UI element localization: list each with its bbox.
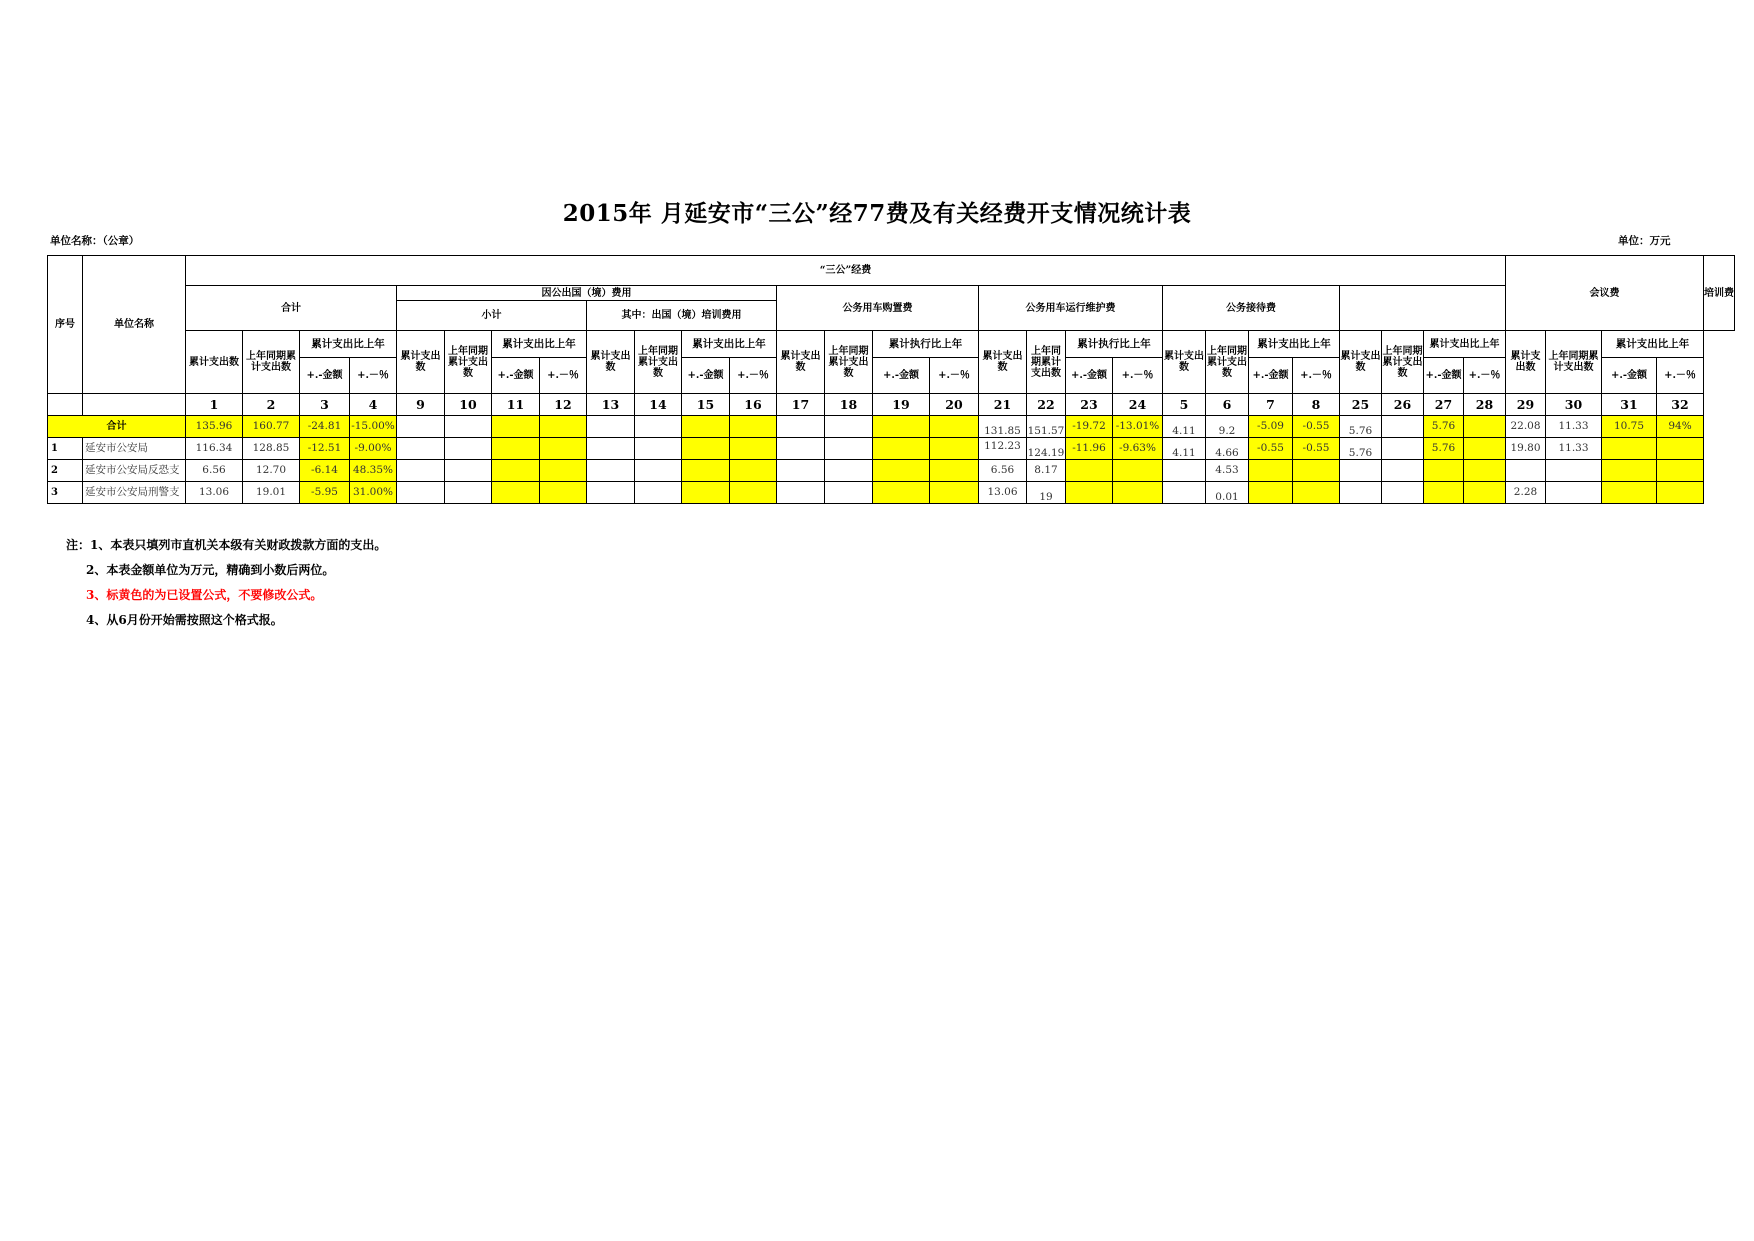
- hdr-sn: 上年同期累计支出数: [445, 331, 492, 394]
- table-cell: [635, 460, 682, 482]
- hdr-amt: +.-金额: [1066, 358, 1113, 394]
- table-cell: [777, 460, 825, 482]
- table-row: [48, 460, 1735, 482]
- table-cell: [1602, 416, 1657, 438]
- table-cell: [243, 416, 300, 438]
- hdr-pct: +.－％: [540, 358, 587, 394]
- table-cell: [730, 460, 777, 482]
- column-number: 2: [243, 394, 300, 416]
- table-cell: [186, 460, 243, 482]
- table-cell: [1464, 438, 1506, 460]
- header-row-1: [48, 256, 1735, 286]
- table-cell: [635, 416, 682, 438]
- row-seq: 1: [48, 438, 83, 460]
- table-cell: [730, 416, 777, 438]
- stats-table: [47, 255, 1735, 504]
- table-cell: [540, 482, 587, 504]
- cell-value: 11.33: [1558, 420, 1589, 432]
- table-cell: [1113, 416, 1163, 438]
- table-cell: [1424, 482, 1464, 504]
- col-number-blank: [48, 394, 83, 416]
- hdr-cmp: 累计执行比上年: [1066, 331, 1163, 358]
- table-cell: [1382, 482, 1424, 504]
- table-cell: [397, 482, 445, 504]
- table-cell: [300, 482, 350, 504]
- table-cell: [1293, 482, 1340, 504]
- hdr-pct: +.－％: [1113, 358, 1163, 394]
- table-cell: [587, 416, 635, 438]
- column-number: 24: [1113, 394, 1163, 416]
- hdr-pct: +.－％: [350, 358, 397, 394]
- cell-value: -0.55: [1302, 442, 1330, 454]
- cell-value: 4.11: [1172, 424, 1196, 437]
- cell-value: 0.01: [1215, 490, 1239, 503]
- header-jiedai: 公务接待费: [1163, 286, 1340, 331]
- table-cell: [492, 482, 540, 504]
- table-cell: [243, 482, 300, 504]
- table-cell: [1206, 416, 1249, 438]
- hdr-amt: +.-金额: [492, 358, 540, 394]
- unit-name-label: 单位名称：（公章）: [50, 235, 140, 247]
- cell-value: 5.76: [1348, 446, 1373, 459]
- hdr-amt: +.-金额: [1602, 358, 1657, 394]
- table-cell: [777, 438, 825, 460]
- table-cell: [1546, 482, 1602, 504]
- table-cell: [873, 482, 930, 504]
- table-cell: [682, 460, 730, 482]
- hdr-sn: 上年同期累计支出数: [1027, 331, 1066, 394]
- table-cell: [1657, 438, 1704, 460]
- column-number: 8: [1293, 394, 1340, 416]
- table-cell: [300, 416, 350, 438]
- hdr-sn: 上年同期累计支出数: [1206, 331, 1249, 394]
- table-cell: [1163, 416, 1206, 438]
- table-cell: [1340, 460, 1382, 482]
- table-cell: [243, 460, 300, 482]
- table-cell: [300, 438, 350, 460]
- hdr-cmp: 累计执行比上年: [873, 331, 979, 358]
- table-cell: [1027, 416, 1066, 438]
- cell-value: -19.72: [1072, 420, 1106, 432]
- table-cell: [397, 416, 445, 438]
- table-cell: [825, 438, 873, 460]
- table-cell: [873, 460, 930, 482]
- column-number: 31: [1602, 394, 1657, 416]
- table-cell: [1293, 438, 1340, 460]
- table-cell: [445, 416, 492, 438]
- cell-value: -24.81: [307, 420, 342, 432]
- sheet-title: 2015年 月延安市“三公”经77费及有关经费开支情况统计表: [562, 200, 1192, 227]
- table-cell: [979, 438, 1027, 460]
- table-cell: [1113, 460, 1163, 482]
- row-unit-name: 延安市公安局反恐支: [83, 460, 186, 482]
- hdr-sn: 上年同期累计支出数: [825, 331, 873, 394]
- header-yunxing: 公务用车运行维护费: [979, 286, 1163, 331]
- table-cell: [445, 438, 492, 460]
- column-number: 22: [1027, 394, 1066, 416]
- hdr-amt: +.-金额: [873, 358, 930, 394]
- cell-value: 4.53: [1215, 464, 1239, 476]
- hdr-sn: 上年同期累计支出数: [1382, 331, 1424, 394]
- cell-value: 94%: [1668, 420, 1692, 432]
- table-cell: [1424, 416, 1464, 438]
- column-number: 7: [1249, 394, 1293, 416]
- table-row: [48, 482, 1735, 504]
- table-cell: [1027, 482, 1066, 504]
- table-cell: [682, 482, 730, 504]
- hdr-sn: 上年同期累计支出数: [635, 331, 682, 394]
- table-cell: [1206, 460, 1249, 482]
- table-cell: [540, 460, 587, 482]
- hdr-lj: 累计支出数: [1340, 331, 1382, 394]
- column-number: 15: [682, 394, 730, 416]
- table-cell: [930, 482, 979, 504]
- table-cell: [777, 482, 825, 504]
- cell-value: 5.76: [1348, 424, 1373, 437]
- table-cell: [492, 460, 540, 482]
- header-yingong: 因公出国（境）费用: [397, 286, 777, 301]
- header-peixun: 培训费: [1704, 256, 1735, 331]
- table-cell: [587, 438, 635, 460]
- column-number: 32: [1657, 394, 1704, 416]
- table-cell: [1249, 438, 1293, 460]
- table-cell: [1546, 416, 1602, 438]
- table-cell: [1113, 482, 1163, 504]
- column-number: 4: [350, 394, 397, 416]
- cell-value: 124.19: [1027, 446, 1065, 459]
- hdr-amt: +.-金额: [682, 358, 730, 394]
- table-cell: [540, 416, 587, 438]
- hdr-cmp: 累计支出比上年: [1602, 331, 1704, 358]
- cell-value: -0.55: [1257, 442, 1284, 454]
- total-row-label: 合计: [48, 416, 186, 438]
- column-number: 1: [186, 394, 243, 416]
- table-cell: [1027, 460, 1066, 482]
- column-number: 19: [873, 394, 930, 416]
- cell-value: 10.75: [1613, 420, 1645, 432]
- column-number: 10: [445, 394, 492, 416]
- table-cell: [1602, 438, 1657, 460]
- table-cell: [492, 416, 540, 438]
- cell-value: 8.17: [1034, 464, 1058, 476]
- cell-value: 31.00%: [352, 486, 394, 498]
- table-cell: [1340, 482, 1382, 504]
- table-cell: [1602, 482, 1657, 504]
- cell-value: 48.35%: [352, 464, 394, 476]
- table-cell: [1382, 416, 1424, 438]
- hdr-pct: +.－％: [1464, 358, 1506, 394]
- table-cell: [930, 460, 979, 482]
- table-cell: [350, 416, 397, 438]
- table-cell: [587, 460, 635, 482]
- table-cell: [1506, 416, 1546, 438]
- note-4: 4、从6月份开始需按照这个格式报。: [86, 613, 283, 627]
- table-cell: [445, 482, 492, 504]
- table-cell: [445, 460, 492, 482]
- column-number: 17: [777, 394, 825, 416]
- table-cell: [1206, 482, 1249, 504]
- cell-value: 116.34: [195, 442, 233, 454]
- table-cell: [1249, 460, 1293, 482]
- header-row-4: [48, 331, 1735, 358]
- cell-value: 128.85: [252, 442, 290, 454]
- table-cell: [1340, 438, 1382, 460]
- table-cell: [730, 482, 777, 504]
- cell-value: 5.76: [1431, 420, 1456, 432]
- table-cell: [682, 416, 730, 438]
- table-cell: [1163, 482, 1206, 504]
- table-cell: [682, 438, 730, 460]
- table-row: [48, 438, 1735, 460]
- hdr-lj: 累计支出数: [777, 331, 825, 394]
- table-cell: [1657, 482, 1704, 504]
- header-seq: 序号: [48, 256, 83, 394]
- cell-value: -9.63%: [1119, 442, 1156, 454]
- table-cell: [1249, 482, 1293, 504]
- table-cell: [1464, 416, 1506, 438]
- column-number: 26: [1382, 394, 1424, 416]
- table-cell: [1424, 438, 1464, 460]
- col-number-blank: [83, 394, 186, 416]
- table-cell: [979, 416, 1027, 438]
- cell-value: 4.66: [1215, 446, 1239, 459]
- header-row-5: [48, 358, 1735, 394]
- column-number: 6: [1206, 394, 1249, 416]
- table-cell: [1602, 460, 1657, 482]
- cell-value: 160.77: [252, 420, 290, 432]
- header-peixun-chuguo: 其中：出国（境）培训费用: [587, 301, 777, 331]
- table-cell: [777, 416, 825, 438]
- column-number: 14: [635, 394, 682, 416]
- column-number: 18: [825, 394, 873, 416]
- table-cell: [1506, 482, 1546, 504]
- table-cell: [492, 438, 540, 460]
- hdr-cmp: 累计支出比上年: [1424, 331, 1506, 358]
- hdr-amt: +.-金额: [1424, 358, 1464, 394]
- table-cell: [1340, 416, 1382, 438]
- row-unit-name: 延安市公安局: [83, 438, 186, 460]
- cell-value: 4.11: [1172, 446, 1196, 459]
- table-cell: [1546, 438, 1602, 460]
- cell-value: -6.14: [311, 464, 338, 476]
- note-2: 2、本表金额单位为万元，精确到小数后两位。: [86, 563, 335, 577]
- cell-value: 19.80: [1510, 442, 1541, 454]
- table-cell: [635, 438, 682, 460]
- header-xiaoji: 小计: [397, 301, 587, 331]
- table-cell: [1382, 460, 1424, 482]
- hdr-lj: 累计支出数: [186, 331, 243, 394]
- cell-value: -5.95: [311, 486, 338, 498]
- cell-value: -9.00%: [354, 442, 392, 454]
- header-unit-name: 单位名称: [83, 256, 186, 394]
- column-number: 28: [1464, 394, 1506, 416]
- col-number-row: [48, 394, 1735, 416]
- table-cell: [186, 482, 243, 504]
- table-cell: [350, 482, 397, 504]
- column-number: 21: [979, 394, 1027, 416]
- table-cell: [825, 416, 873, 438]
- table-cell: [635, 482, 682, 504]
- table-cell: [825, 482, 873, 504]
- note-3: 3、标黄色的为已设置公式，不要修改公式。: [86, 588, 323, 602]
- hdr-pct: +.－％: [1293, 358, 1340, 394]
- row-seq: 2: [48, 460, 83, 482]
- table-cell: [730, 438, 777, 460]
- table-cell: [1293, 460, 1340, 482]
- row-unit-name: 延安市公安局刑警支: [83, 482, 186, 504]
- column-number: 12: [540, 394, 587, 416]
- table-cell: [1382, 438, 1424, 460]
- cell-value: 135.96: [195, 420, 233, 432]
- column-number: 13: [587, 394, 635, 416]
- column-number: 11: [492, 394, 540, 416]
- note-1: 注：1、本表只填列市直机关本级有关财政拨款方面的支出。: [66, 538, 387, 552]
- hdr-lj: 累计支出数: [1163, 331, 1206, 394]
- table-cell: [1027, 438, 1066, 460]
- table-cell: [1464, 482, 1506, 504]
- cell-value: -11.96: [1072, 442, 1106, 454]
- table-cell: [979, 460, 1027, 482]
- table-cell: [1066, 438, 1113, 460]
- cell-value: 11.33: [1558, 442, 1589, 454]
- table-cell: [1066, 416, 1113, 438]
- column-number: 27: [1424, 394, 1464, 416]
- table-cell: [350, 438, 397, 460]
- table-cell: [1464, 460, 1506, 482]
- column-number: 5: [1163, 394, 1206, 416]
- table-cell: [243, 438, 300, 460]
- table-cell: [397, 460, 445, 482]
- cell-value: 2.28: [1513, 486, 1538, 498]
- table-cell: [587, 482, 635, 504]
- cell-value: 112.23: [984, 439, 1021, 452]
- hdr-sn: 上年同期累计支出数: [243, 331, 300, 394]
- table-cell: [1066, 460, 1113, 482]
- hdr-pct: +.－％: [1657, 358, 1704, 394]
- table-cell: [350, 460, 397, 482]
- table-cell: [1113, 438, 1163, 460]
- row-seq: 3: [48, 482, 83, 504]
- column-number: 20: [930, 394, 979, 416]
- table-cell: [873, 416, 930, 438]
- hdr-sn: 上年同期累计支出数: [1546, 331, 1602, 394]
- cell-value: 6.56: [202, 464, 226, 476]
- cell-value: 22.08: [1510, 420, 1541, 432]
- header-sangong: “三公”经费: [186, 256, 1506, 286]
- table-cell: [930, 438, 979, 460]
- table-cell: [397, 438, 445, 460]
- cell-value: 19.01: [255, 486, 287, 498]
- cell-value: -5.09: [1257, 420, 1284, 432]
- table-cell: [930, 416, 979, 438]
- hdr-cmp: 累计支出比上年: [682, 331, 777, 358]
- column-number: 29: [1506, 394, 1546, 416]
- column-number: 3: [300, 394, 350, 416]
- table-cell: [300, 460, 350, 482]
- table-cell: [1066, 482, 1113, 504]
- hdr-cmp: 累计支出比上年: [1249, 331, 1340, 358]
- table-cell: [186, 438, 243, 460]
- table-cell: [1163, 438, 1206, 460]
- cell-value: 5.76: [1431, 442, 1456, 454]
- cell-value: -13.01%: [1115, 420, 1160, 432]
- table-cell: [825, 460, 873, 482]
- column-number: 23: [1066, 394, 1113, 416]
- cell-value: 151.57: [1027, 424, 1065, 437]
- header-huiyi: 会议费: [1506, 256, 1704, 331]
- hdr-cmp: 累计支出比上年: [492, 331, 587, 358]
- table-row: [48, 416, 1735, 438]
- table-cell: [1506, 460, 1546, 482]
- table-cell: [1249, 416, 1293, 438]
- header-gouzhi: 公务用车购置费: [777, 286, 979, 331]
- table-cell: [1657, 416, 1704, 438]
- hdr-amt: +.-金额: [1249, 358, 1293, 394]
- hdr-cmp: 累计支出比上年: [300, 331, 397, 358]
- cell-value: -12.51: [307, 442, 342, 454]
- hdr-pct: +.－％: [930, 358, 979, 394]
- table-cell: [540, 438, 587, 460]
- table-cell: [1163, 460, 1206, 482]
- unit-label: 单位：万元: [1618, 235, 1671, 247]
- table-cell: [1506, 438, 1546, 460]
- hdr-lj: 累计支出数: [587, 331, 635, 394]
- table-cell: [1206, 438, 1249, 460]
- hdr-lj: 累计支出数: [397, 331, 445, 394]
- header-row-2: [48, 286, 1735, 301]
- cell-value: 12.70: [255, 464, 287, 476]
- column-number: 16: [730, 394, 777, 416]
- cell-value: 13.06: [198, 486, 230, 498]
- cell-value: -0.55: [1302, 420, 1330, 432]
- cell-value: 6.56: [990, 464, 1015, 476]
- notes: [66, 533, 386, 633]
- table-cell: [1657, 460, 1704, 482]
- hdr-lj: 累计支出数: [1506, 331, 1546, 394]
- table-cell: [873, 438, 930, 460]
- cell-value: 13.06: [987, 486, 1018, 498]
- column-number: 25: [1340, 394, 1382, 416]
- cell-value: 131.85: [984, 424, 1021, 437]
- cell-value: 9.2: [1218, 424, 1236, 437]
- column-number: 9: [397, 394, 445, 416]
- column-number: 30: [1546, 394, 1602, 416]
- table-cell: [1293, 416, 1340, 438]
- table-cell: [1546, 460, 1602, 482]
- cell-value: 19: [1039, 490, 1053, 503]
- hdr-amt: +.-金额: [300, 358, 350, 394]
- table-cell: [186, 416, 243, 438]
- hdr-pct: +.－％: [730, 358, 777, 394]
- table-cell: [979, 482, 1027, 504]
- header-heji: 合计: [186, 286, 397, 331]
- hdr-lj: 累计支出数: [979, 331, 1027, 394]
- table-cell: [1424, 460, 1464, 482]
- cell-value: -15.00%: [351, 420, 395, 432]
